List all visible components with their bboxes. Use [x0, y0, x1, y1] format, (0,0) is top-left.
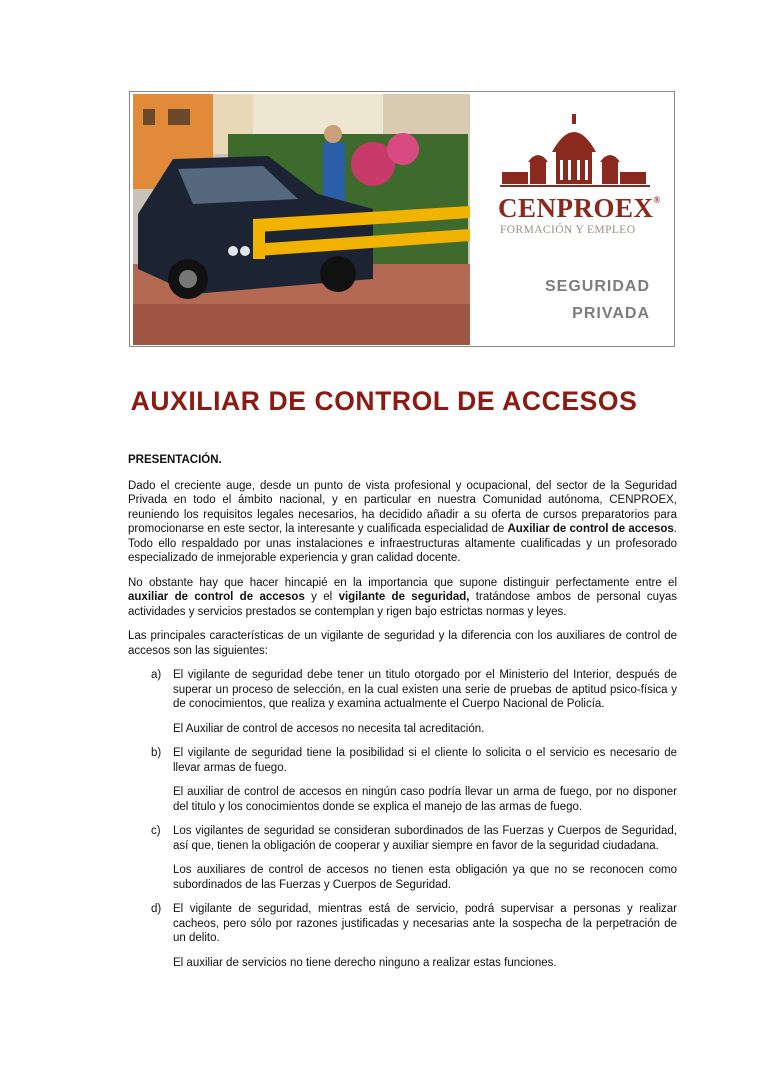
header-banner: [129, 91, 675, 347]
list-item: [128, 668, 677, 736]
document-title: AUXILIAR DE CONTROL DE ACCESOS: [130, 386, 638, 416]
list-item-note: Los auxiliares de control de accesos no tienen esta obligación ya que no se reconocen como subordinados de las Fuerzas y Cuerpos de Seguridad.: [173, 864, 677, 891]
registered-mark: ®: [653, 195, 661, 205]
list-marker: d): [151, 903, 162, 915]
list-item: [128, 746, 677, 814]
section-heading: PRESENTACIÓN.: [128, 454, 222, 466]
paragraph-list-intro: Las principales características de un vigilante de seguridad y la diferencia con los auxiliares de control de accesos son las siguientes:: [128, 630, 677, 657]
list-item: [128, 902, 677, 970]
list-item-note: El auxiliar de servicios no tiene derecho ninguno a realizar estas funciones.: [173, 956, 557, 969]
paragraph-distinction: No obstante hay que hacer hincapié en la importancia que supone distinguir perfectamente entre el auxiliar de control de accesos y el vigilante de seguridad, tratándose ambos de personal cuyas actividades y servicios prestados se contemplan y rigen bajo estrictas normas y leyes.: [128, 576, 677, 618]
dome-logo-icon: [500, 112, 650, 190]
list-item-text: El vigilante de seguridad tiene la posibilidad si el cliente lo solicita o el servicio es necesario de llevar armas de fuego.: [173, 747, 677, 774]
logo-wordmark: CENPROEX®: [498, 193, 661, 223]
paragraph-intro: Dado el creciente auge, desde un punto de vista profesional y ocupacional, del sector de la Seguridad Privada en todo el ámbito nacional, y en particular en nuestra Comunidad autónoma, CENPROEX, reuniendo los requisitos legales necesarios, ha decidido añadir a su oferta de cursos preparatorios para promocionarse en este sector, la interesante y cualificada especialidad de Auxiliar de control de accesos. Todo ello respaldado por unas instalaciones e infraestructuras altamente cualificadas y un profesorado especializado de inmejorable experiencia y gran calidad docente.: [128, 479, 677, 564]
category-line-2: PRIVADA: [572, 305, 650, 322]
list-item-text: Los vigilantes de seguridad se consideran subordinados de las Fuerzas y Cuerpos de Seguridad, así que, tienen la obligación de cooperar y auxiliar siempre en favor de la seguridad ciudadana.: [173, 825, 677, 852]
category-line-1: SEGURIDAD: [544, 278, 650, 295]
logo-tagline: FORMACIÓN Y EMPLEO: [500, 224, 636, 236]
list-item-note: El Auxiliar de control de accesos no necesita tal acreditación.: [173, 722, 485, 735]
list-marker: a): [151, 669, 162, 681]
document-body: [128, 453, 677, 980]
list-item: [128, 824, 677, 892]
header-photo: [133, 94, 470, 345]
list-item-text: El vigilante de seguridad, mientras está de servicio, podrá supervisar a personas y realizar cacheos, pero sólo por razones justificadas y necesarias ante la sospecha de la perpetración de un delito.: [173, 903, 677, 944]
list-marker: c): [151, 825, 161, 837]
list-item-note: El auxiliar de control de accesos en ningún caso podría llevar un arma de fuego, por no disponer del titulo y los conocimientos donde se explica el manejo de las armas de fuego.: [173, 786, 677, 813]
list-item-text: El vigilante de seguridad debe tener un titulo otorgado por el Ministerio del Interior, después de superar un proceso de selección, en la cual existen una serie de pruebas de aptitud psico-física y de conocimientos, que realiza y examina actualmente el Cuerpo Nacional de Policía.: [173, 669, 677, 710]
list-marker: b): [151, 747, 162, 759]
